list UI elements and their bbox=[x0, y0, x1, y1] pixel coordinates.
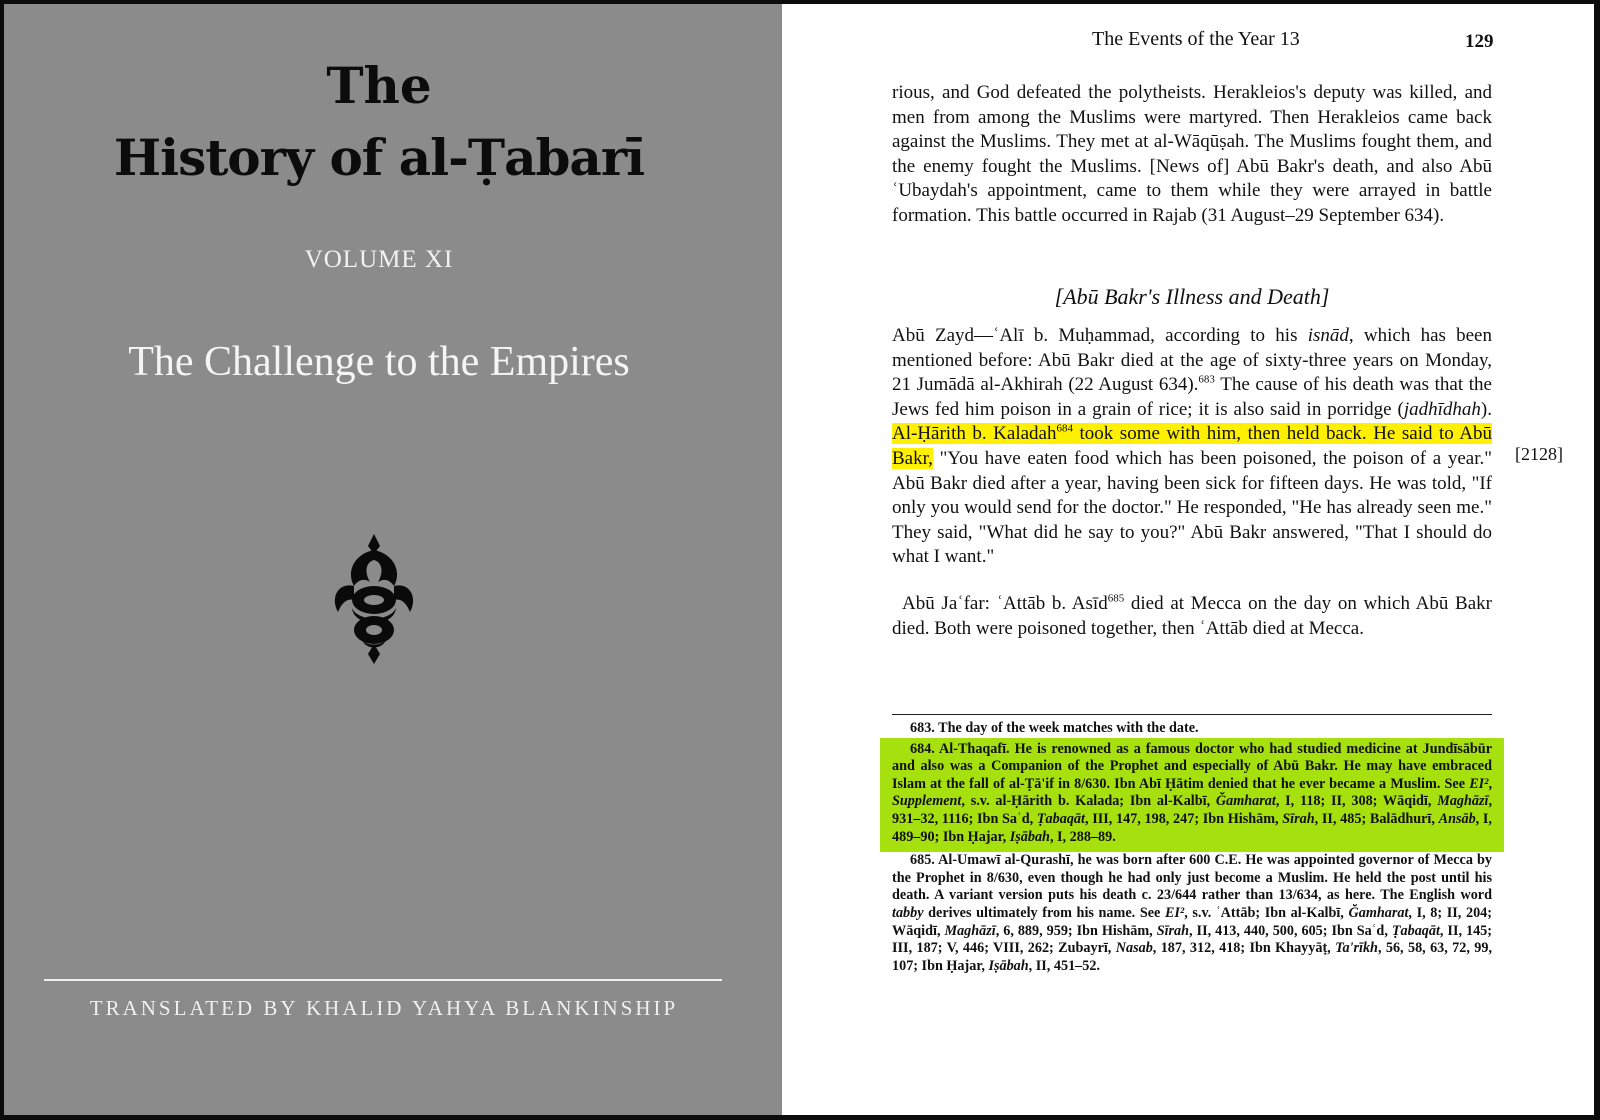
footnote-divider bbox=[892, 714, 1492, 715]
fn684-text-c: , I, 118; II, 308; Wāqidī, bbox=[1275, 793, 1438, 810]
p2-text-b: , which has been mentioned before: Abū Bakr died at the age of sixty-three years on Monday, 21 Jumādā al-Akhirah (22 August 634). bbox=[892, 325, 1492, 396]
fn684-isabah: Iṣābah bbox=[1009, 828, 1050, 845]
fn685-text-g: , II, 145; III, 187; V, 446; VIII, 262; Zubayrī, bbox=[892, 922, 1492, 957]
fn685-text-e: , 6, 889, 959; Ibn Hishām, bbox=[995, 922, 1157, 939]
paragraph-1: rious, and God defeated the polytheists. Herakleios's deputy was killed, and men from among the Muslims were martyred. Then Herakleios came back against the Muslims. They met at al-Wāqūṣah. The Muslims fought them, and the enemy fought the Muslims. [News of] Abū Bakr's death, and also Abū ʿUbaydah's appointment, came to them while they were arrayed in battle formation. This battle occurred in Rajab (31 August–29 September 634). bbox=[892, 82, 1492, 226]
running-head: The Events of the Year 13 bbox=[1092, 28, 1300, 50]
fn685-text-j: , II, 451–52. bbox=[1028, 957, 1100, 974]
paragraph-2 bbox=[892, 324, 1492, 570]
cover-translator: TRANSLATED BY KHALID YAHYA BLANKINSHIP bbox=[89, 996, 679, 1020]
fn685-ei: EI² bbox=[1164, 904, 1185, 921]
fn685-isabah: Iṣābah bbox=[988, 957, 1029, 974]
fn685-nasab: Nasab bbox=[1115, 940, 1153, 957]
footnote-ref-685[interactable]: 685 bbox=[1107, 592, 1125, 605]
section-heading: [Abū Bakr's Illness and Death] bbox=[1054, 284, 1330, 309]
fn684-ansab: Ansāb bbox=[1438, 810, 1476, 827]
fn684-supplement: Supplement bbox=[892, 793, 962, 810]
fn684-text-h: , I, 288–89. bbox=[1049, 828, 1116, 845]
cover-title-line2: History of al-Ṭabarī bbox=[113, 128, 645, 187]
cover-volume: VOLUME XI bbox=[304, 246, 454, 273]
fn684-text-b: , s.v. al-Ḥārith b. Kalada; Ibn al-Kalbī, bbox=[961, 793, 1216, 810]
footnote-ref-683[interactable]: 683 bbox=[1198, 373, 1215, 386]
p3-text-a: Abū Jaʿfar: ʿAttāb b. Asīd bbox=[902, 593, 1108, 614]
document-frame bbox=[4, 4, 1594, 1115]
fn685-tarikh: Ta'rīkh bbox=[1335, 940, 1378, 957]
book-cover bbox=[4, 4, 782, 1115]
fn685-text-h: , 187, 312, 418; Ibn Khayyāṭ, bbox=[1152, 940, 1336, 957]
fn685-text-i: , 56, 58, 63, 72, 99, 107; Ibn Ḥajar, bbox=[892, 940, 1493, 974]
fn684-text-f: , II, 485; Balādhurī, bbox=[1314, 810, 1439, 827]
p2-text-e: "You have eaten food which has been poisoned, the poison of a year." Abū Bakr died after a year, having been sick for fifteen days. He was told, "If only you would send for the doctor." He responded, "He has already seen me." They said, "What did he say to you?" Abū Bakr answered, "That I should do what I want." bbox=[892, 447, 1492, 568]
fn685-text-a: 685. Al-Umawī al-Qurashī, he was born after 600 C.E. He was appointed governor of Mecca by the Prophet in 8/630, even though he had only just become a Muslim. He held the post until his death. A variant version puts his death c. 23/644 rather than 13/634, as here. The English word bbox=[892, 852, 1492, 904]
cover-title-line1: The bbox=[326, 56, 432, 115]
fn684-text-e: , III, 147, 198, 247; Ibn Hishām, bbox=[1084, 810, 1283, 827]
p3-text-b: died at Mecca on the day on which Abū Bakr died. Both were poisoned together, then ʿAttāb died at Mecca. bbox=[892, 593, 1492, 639]
fn684-tabaqat: Ṭabaqāt bbox=[1036, 810, 1085, 827]
footnote-685 bbox=[892, 852, 1492, 975]
fn685-gamharat: Ğamharat bbox=[1348, 904, 1409, 921]
footnote-683: 683. The day of the week matches with the date. bbox=[910, 720, 1199, 736]
cover-subtitle: The Challenge to the Empires bbox=[128, 339, 630, 385]
p2-isnad: isnād bbox=[1307, 325, 1349, 346]
fn684-gamharat: Ğamharat bbox=[1215, 793, 1276, 810]
paragraph-3 bbox=[892, 592, 1492, 641]
margin-reference: [2128] bbox=[1515, 444, 1563, 464]
cover-divider bbox=[44, 979, 722, 981]
fn685-text-f: , II, 413, 440, 500, 605; Ibn Saʿd, bbox=[1189, 922, 1392, 939]
fn684-text-g: , I, 489–90; Ibn Ḥajar, bbox=[892, 810, 1492, 845]
ornament-icon bbox=[324, 532, 424, 666]
fn685-text-b: derives ultimately from his name. See bbox=[923, 904, 1165, 921]
fn684-sep: , bbox=[1488, 775, 1492, 792]
text-page bbox=[782, 4, 1594, 1115]
fn685-text-c: , s.v. ʿAttāb; Ibn al-Kalbī, bbox=[1184, 904, 1349, 921]
page-number: 129 bbox=[1465, 31, 1494, 52]
fn685-text-d: , I, 8; II, 204; Wāqidī, bbox=[892, 904, 1492, 939]
fn684-text-a: 684. Al-Thaqafī. He is renowned as a famous doctor who had studied medicine at Jundīsābūr and also was a Companion of the Prophet and especially of Abū Bakr. He may have embraced Islam at the fall of al-Ṭā'if in 8/630. Ibn Abī Ḥātim denied that he ever became a Muslim. See bbox=[892, 740, 1492, 792]
p2-jadhidhah: jadhīdhah bbox=[1403, 398, 1481, 420]
fn685-tabaqat: Ṭabaqāt bbox=[1391, 922, 1440, 939]
footnote-ref-684[interactable]: 684 bbox=[1056, 423, 1073, 436]
fn685-sirah: Sīrah bbox=[1156, 922, 1190, 939]
highlight-text-2: took some with him, then held back. He said to Abū Bakr, bbox=[892, 423, 1492, 469]
fn684-ei: EI² bbox=[1469, 775, 1489, 792]
p2-text-a: Abū Zayd—ʿAlī b. Muḥammad, according to his bbox=[892, 325, 1308, 346]
fn685-tabby: tabby bbox=[892, 904, 924, 921]
fn684-maghazi: Maghāzī bbox=[1437, 793, 1489, 810]
highlight-text-1: Al-Ḥārith b. Kaladah bbox=[892, 423, 1057, 445]
fn685-maghazi: Maghāzī bbox=[944, 922, 996, 939]
fn684-text-d: , 931–32, 1116; Ibn Saʿd, bbox=[892, 793, 1492, 827]
fn684-sirah: Sīrah bbox=[1282, 810, 1315, 827]
footnote-684 bbox=[880, 738, 1504, 853]
p2-text-d: ). bbox=[1480, 398, 1492, 420]
footnotes bbox=[892, 720, 1492, 975]
p2-text-c: The cause of his death was that the Jews fed him poison in a grain of rice; it is also said in porridge ( bbox=[892, 374, 1492, 420]
